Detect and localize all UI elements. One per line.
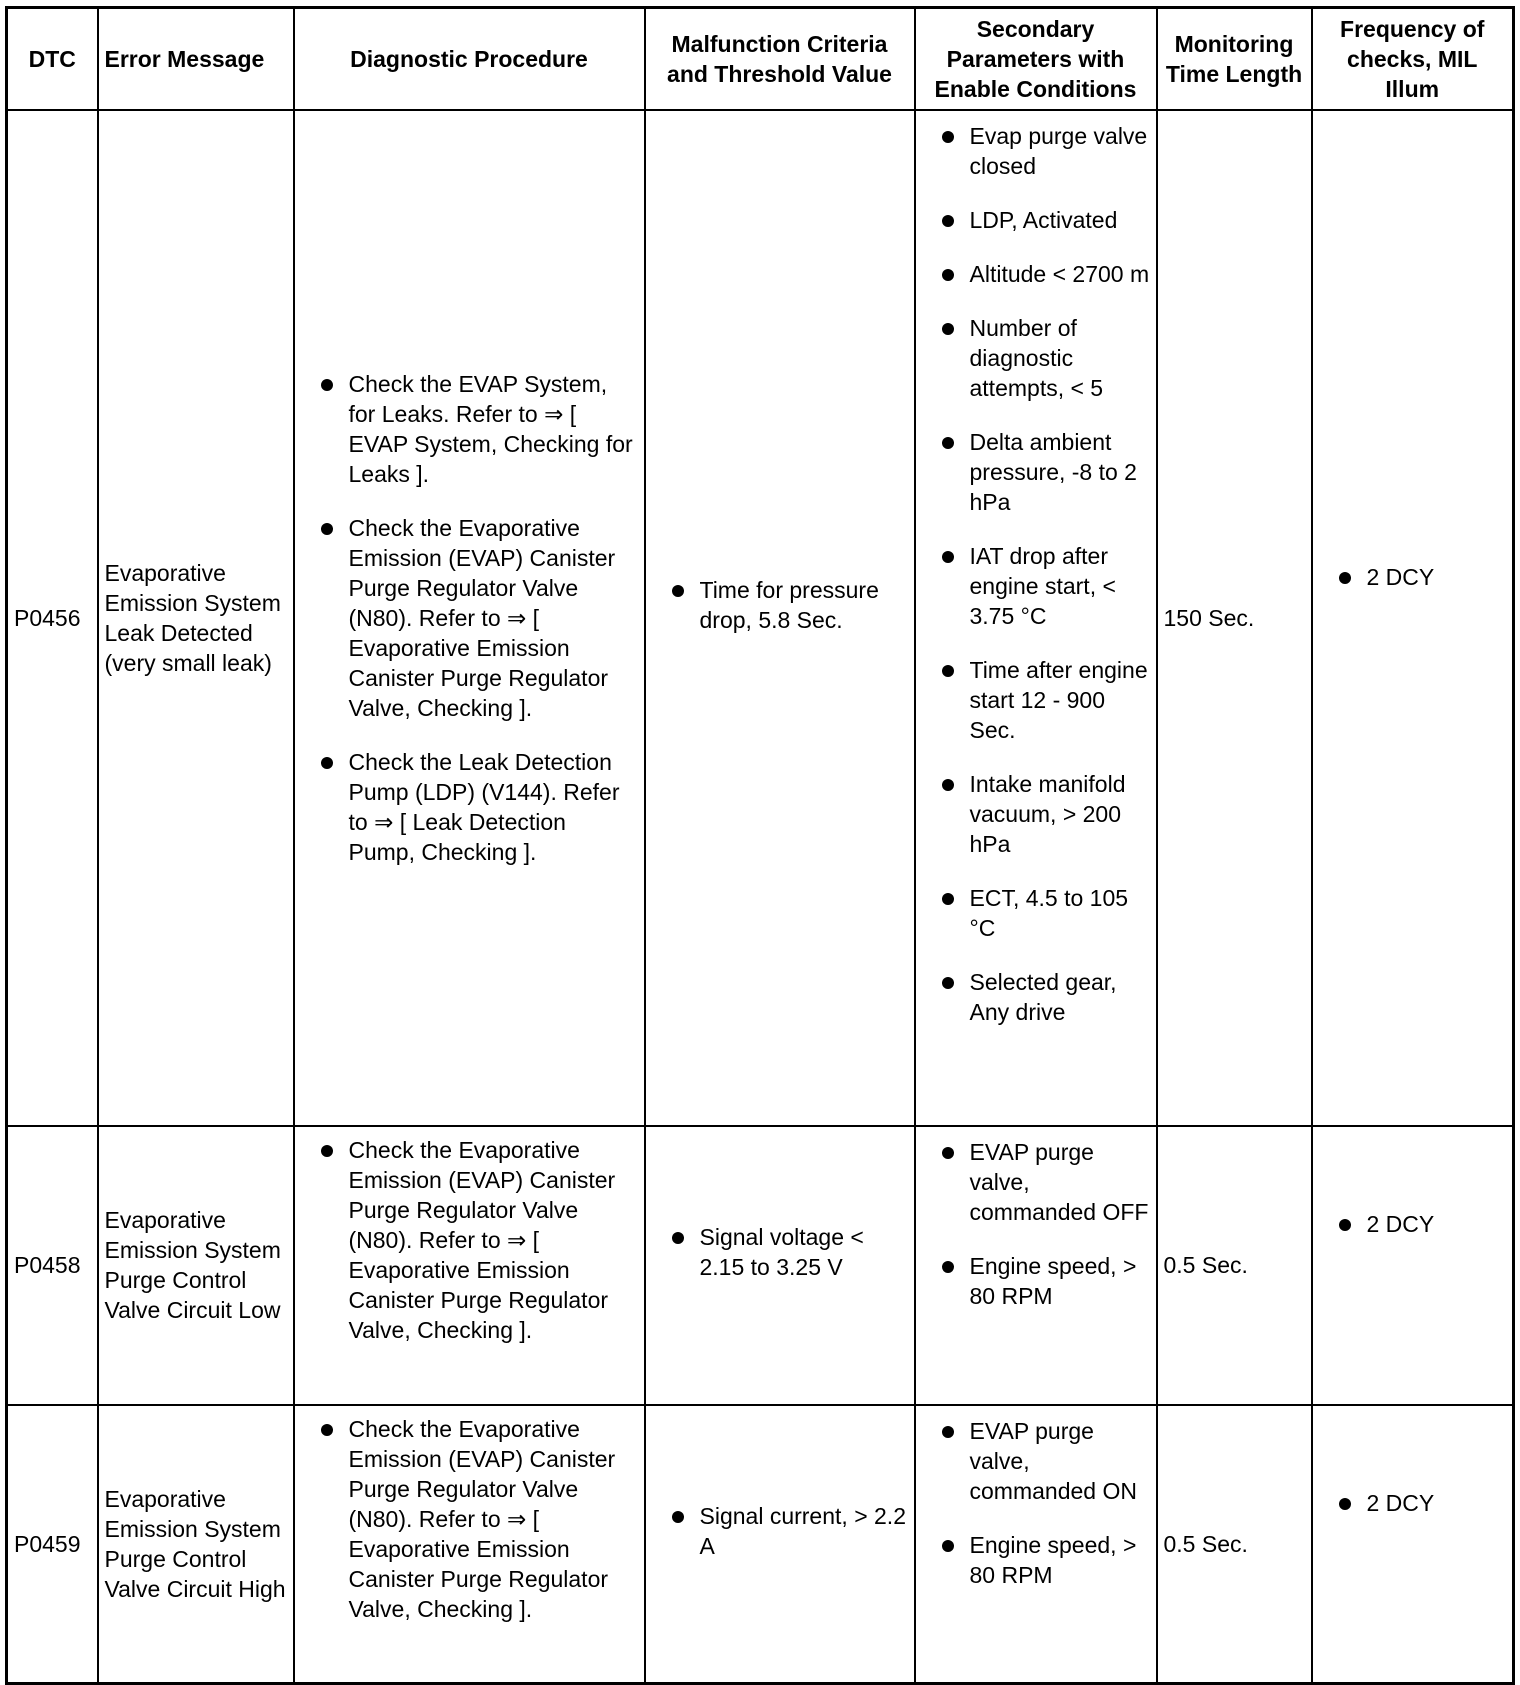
monitoring-time: 150 Sec. (1157, 110, 1312, 1126)
error-message: Evaporative Emission System Leak Detected (very small leak) (98, 110, 294, 1126)
frequency (1312, 1405, 1514, 1684)
secondary-item: Time after engine start 12 - 900 Sec. (922, 655, 1150, 745)
procedure-item: Check the Leak Detection Pump (LDP) (V144). Refer to ⇒ [ Leak Detection Pump, Checking ]. (301, 747, 636, 867)
secondary-item: ECT, 4.5 to 105 °C (922, 883, 1150, 943)
table-row (7, 1126, 1514, 1405)
secondary-item: Delta ambient pressure, -8 to 2 hPa (922, 427, 1150, 517)
secondary-item: Number of diagnostic attempts, < 5 (922, 313, 1150, 403)
secondary-item: LDP, Activated (922, 205, 1150, 235)
secondary-item: IAT drop after engine start, < 3.75 °C (922, 541, 1150, 631)
diagnostic-procedure (294, 1126, 645, 1405)
secondary-item: Engine speed, > 80 RPM (922, 1530, 1150, 1590)
frequency (1312, 110, 1514, 1126)
frequency (1312, 1126, 1514, 1405)
monitoring-time: 0.5 Sec. (1157, 1126, 1312, 1405)
error-message: Evaporative Emission System Purge Control Valve Circuit Low (98, 1126, 294, 1405)
procedure-item: Check the Evaporative Emission (EVAP) Canister Purge Regulator Valve (N80). Refer to ⇒ [ Evaporative Emission Canister Purge Regulator Valve, Checking ]. (301, 513, 636, 723)
header-dtc: DTC (7, 8, 98, 110)
secondary-parameters (915, 110, 1157, 1126)
secondary-item: Intake manifold vacuum, > 200 hPa (922, 769, 1150, 859)
secondary-item: Evap purge valve closed (922, 121, 1150, 181)
dtc-code: P0456 (7, 110, 98, 1126)
secondary-item: Selected gear, Any drive (922, 967, 1150, 1027)
header-frequency: Frequency of checks, MIL Illum (1312, 8, 1514, 110)
malfunction-criteria (645, 1126, 915, 1405)
secondary-parameters (915, 1405, 1157, 1684)
frequency-item: 2 DCY (1319, 1209, 1507, 1239)
malfunction-item: Signal current, > 2.2 A (652, 1501, 908, 1561)
dtc-table (5, 6, 1515, 1685)
secondary-item: Altitude < 2700 m (922, 259, 1150, 289)
dtc-code: P0459 (7, 1405, 98, 1684)
table-row (7, 110, 1514, 1126)
frequency-item: 2 DCY (1319, 562, 1507, 592)
secondary-item: EVAP purge valve, commanded OFF (922, 1137, 1150, 1227)
header-diagnostic-procedure: Diagnostic Procedure (294, 8, 645, 110)
procedure-item: Check the Evaporative Emission (EVAP) Canister Purge Regulator Valve (N80). Refer to ⇒ [ Evaporative Emission Canister Purge Regulator Valve, Checking ]. (301, 1135, 636, 1345)
malfunction-item: Time for pressure drop, 5.8 Sec. (652, 575, 908, 635)
header-malfunction: Malfunction Criteria and Threshold Value (645, 8, 915, 110)
malfunction-criteria (645, 1405, 915, 1684)
header-monitoring: Monitoring Time Length (1157, 8, 1312, 110)
header-error-message: Error Message (98, 8, 294, 110)
monitoring-time: 0.5 Sec. (1157, 1405, 1312, 1684)
header-secondary: Secondary Parameters with Enable Conditions (915, 8, 1157, 110)
secondary-item: Engine speed, > 80 RPM (922, 1251, 1150, 1311)
error-message: Evaporative Emission System Purge Control Valve Circuit High (98, 1405, 294, 1684)
malfunction-criteria (645, 110, 915, 1126)
header-row (7, 8, 1514, 110)
malfunction-item: Signal voltage < 2.15 to 3.25 V (652, 1222, 908, 1282)
procedure-item: Check the Evaporative Emission (EVAP) Canister Purge Regulator Valve (N80). Refer to ⇒ [ Evaporative Emission Canister Purge Regulator Valve, Checking ]. (301, 1414, 636, 1624)
procedure-item: Check the EVAP System, for Leaks. Refer to ⇒ [ EVAP System, Checking for Leaks ]. (301, 369, 636, 489)
table-row (7, 1405, 1514, 1684)
diagnostic-procedure (294, 1405, 645, 1684)
frequency-item: 2 DCY (1319, 1488, 1507, 1518)
dtc-code: P0458 (7, 1126, 98, 1405)
secondary-parameters (915, 1126, 1157, 1405)
secondary-item: EVAP purge valve, commanded ON (922, 1416, 1150, 1506)
diagnostic-procedure (294, 110, 645, 1126)
